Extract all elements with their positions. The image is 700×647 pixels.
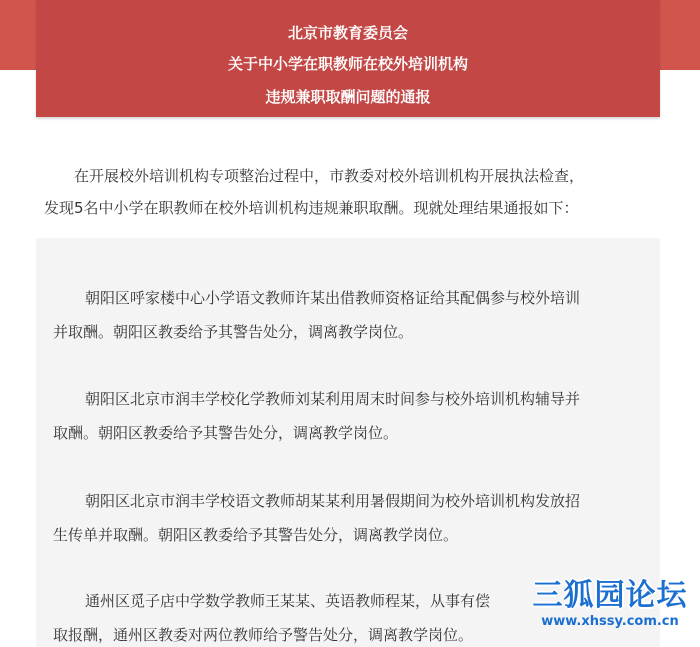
intro-line-2: 发现5名中小学在职教师在校外培训机构违规兼职取酬。现就处理结果通报如下： [44,199,579,217]
violation-line-1: 朝阳区北京市润丰学校语文教师胡某某利用暑假期间为校外培训机构发放招 [85,492,581,510]
violation-line-1: 朝阳区呼家楼中心小学语文教师许某出借教师资格证给其配偶参与校外培训 [85,289,581,307]
violation-item [53,281,653,349]
watermark-url: www.xhssy.com.cn [541,614,679,629]
violation-item [53,484,653,552]
violation-line-2: 取报酬，通州区教委对两位教师给予警告处分，调离教学岗位。 [53,626,474,644]
intro-line-1: 在开展校外培训机构专项整治过程中，市教委对校外培训机构开展执法检查， [74,167,585,185]
violation-line-2: 生传单并取酬。朝阳区教委给予其警告处分，调离教学岗位。 [53,526,459,544]
violation-line-2: 取酬。朝阳区教委给予其警告处分，调离教学岗位。 [53,424,399,442]
intro-paragraph [44,160,664,224]
violation-line-2: 并取酬。朝阳区教委给予其警告处分，调离教学岗位。 [53,323,414,341]
violation-item [53,382,653,450]
title-line-1: 关于中小学在职教师在校外培训机构 [227,55,468,73]
violation-line-1: 朝阳区北京市润丰学校化学教师刘某利用周末时间参与校外培训机构辅导并 [85,390,581,408]
watermark-logo-text: 三狐园论坛 [532,578,688,613]
notice-title-banner [36,0,660,117]
title-line-2: 违规兼职取酬问题的通报 [265,88,431,106]
forum-watermark [526,578,694,630]
issuer-name: 北京市教育委员会 [287,24,408,42]
violation-line-1: 通州区觅子店中学数学教师王某某、英语教师程某，从事有偿 [85,592,491,610]
